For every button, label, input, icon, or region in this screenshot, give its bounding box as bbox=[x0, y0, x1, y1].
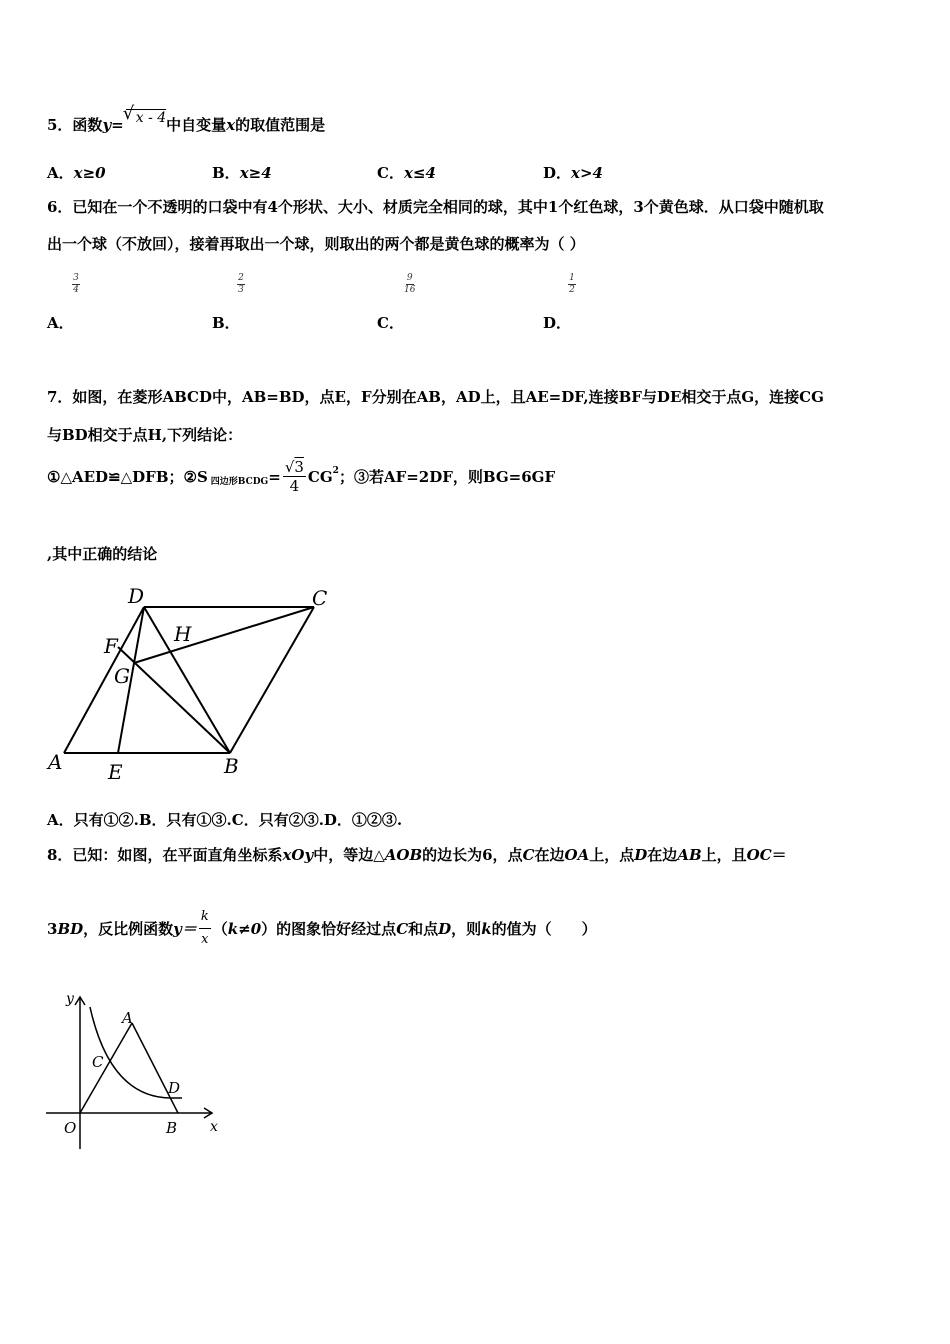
q6-stem-line2: 出一个球（不放回），接着再取出一个球，则取出的两个都是黄色球的概率为（ ） bbox=[47, 235, 585, 253]
q5-var: x bbox=[226, 116, 236, 134]
label-a: A bbox=[48, 750, 63, 774]
label-c: C bbox=[312, 586, 328, 610]
q7-rhombus-figure bbox=[40, 585, 340, 785]
q8-coordinate-figure bbox=[40, 985, 240, 1155]
segment-oa bbox=[80, 1023, 132, 1113]
q8-stem-line2: 3 BD ，反比例函数 y＝ k x （ k≠0 ）的图象恰好经过点 C 和点 D ，则 k 的值为（ ） bbox=[47, 906, 597, 951]
q5-option-a[interactable]: A．x≥0 bbox=[47, 164, 106, 182]
q5-suffix2: 的取值范围是 bbox=[235, 116, 326, 134]
q6-stem-line1: 6．已知在一个不透明的口袋中有4个形状、大小、材质完全相同的球，其中1个红色球，3个黄色球．从口袋中随机取 bbox=[47, 198, 824, 216]
q5-option-c[interactable]: C．x≤4 bbox=[377, 164, 436, 182]
q5-option-b[interactable]: B．x≥4 bbox=[212, 164, 272, 182]
q5-radicand: √ x - 4 bbox=[126, 109, 166, 126]
q7-fraction: $\frac{√3}{4}$ bbox=[284, 458, 304, 495]
q7-conclusion-1: ①△AED≌△DFB；②S bbox=[47, 468, 208, 486]
q5-function: y= bbox=[102, 116, 124, 134]
q8-fraction: k x bbox=[199, 906, 211, 951]
q5-prefix: 5．函数 bbox=[47, 116, 103, 134]
q6-fraction-c: 9 16 bbox=[404, 273, 416, 295]
q6-fraction-a: 3 4 bbox=[73, 273, 79, 295]
label-a: A bbox=[122, 1009, 133, 1027]
label-d: D bbox=[128, 585, 145, 608]
q7-conclusion-3: ；③若AF=2DF，则BG=6GF bbox=[338, 468, 556, 486]
label-e: E bbox=[108, 760, 123, 784]
q7-answer-options[interactable]: A．只有①②.B．只有①③.C．只有②③.D．①②③. bbox=[47, 811, 403, 829]
label-o: O bbox=[64, 1119, 77, 1137]
q7-stem-line4: ,其中正确的结论 bbox=[47, 545, 158, 563]
q7-subscript: 四边形BCDG bbox=[210, 477, 269, 487]
q6-fraction-b: 2 3 bbox=[238, 273, 244, 295]
segment-ab bbox=[132, 1023, 181, 1113]
q7-stem-line2: 与BD相交于点H,下列结论： bbox=[47, 426, 243, 444]
q6-option-a[interactable]: A． bbox=[47, 314, 74, 332]
q5-suffix: 中自变量 bbox=[166, 116, 227, 134]
label-x: x bbox=[210, 1119, 218, 1135]
q6-fraction-d: 1 2 bbox=[569, 273, 575, 295]
label-y: y bbox=[66, 991, 74, 1007]
label-b: B bbox=[224, 754, 239, 778]
q6-option-d[interactable]: D． bbox=[543, 314, 572, 332]
q5-option-d[interactable]: D．x>4 bbox=[543, 164, 603, 182]
label-g: G bbox=[114, 664, 130, 688]
label-d: D bbox=[168, 1079, 181, 1097]
q6-option-c[interactable]: C． bbox=[377, 314, 404, 332]
label-f: F bbox=[104, 634, 118, 658]
q7-conclusions: ①△AED≌△DFB；②S 四边形BCDG = $\frac{√3}{4}$ CG $^2$ ；③若AF=2DF，则BG=6GF bbox=[47, 458, 556, 495]
q8-stem-line1: 8．已知：如图，在平面直角坐标系xOy中，等边△AOB的边长为6，点C在边OA上，点D在边AB上，且OC＝ bbox=[47, 846, 787, 864]
label-c: C bbox=[92, 1053, 104, 1071]
label-h: H bbox=[174, 622, 192, 646]
label-b: B bbox=[166, 1119, 178, 1137]
q7-stem-line1: 7．如图，在菱形ABCD中，AB=BD，点E，F分别在AB，AD上，且AE=DF,连接BF与DE相交于点G，连接CG bbox=[47, 388, 824, 406]
q6-option-b[interactable]: B． bbox=[212, 314, 240, 332]
q5-stem bbox=[47, 110, 326, 135]
